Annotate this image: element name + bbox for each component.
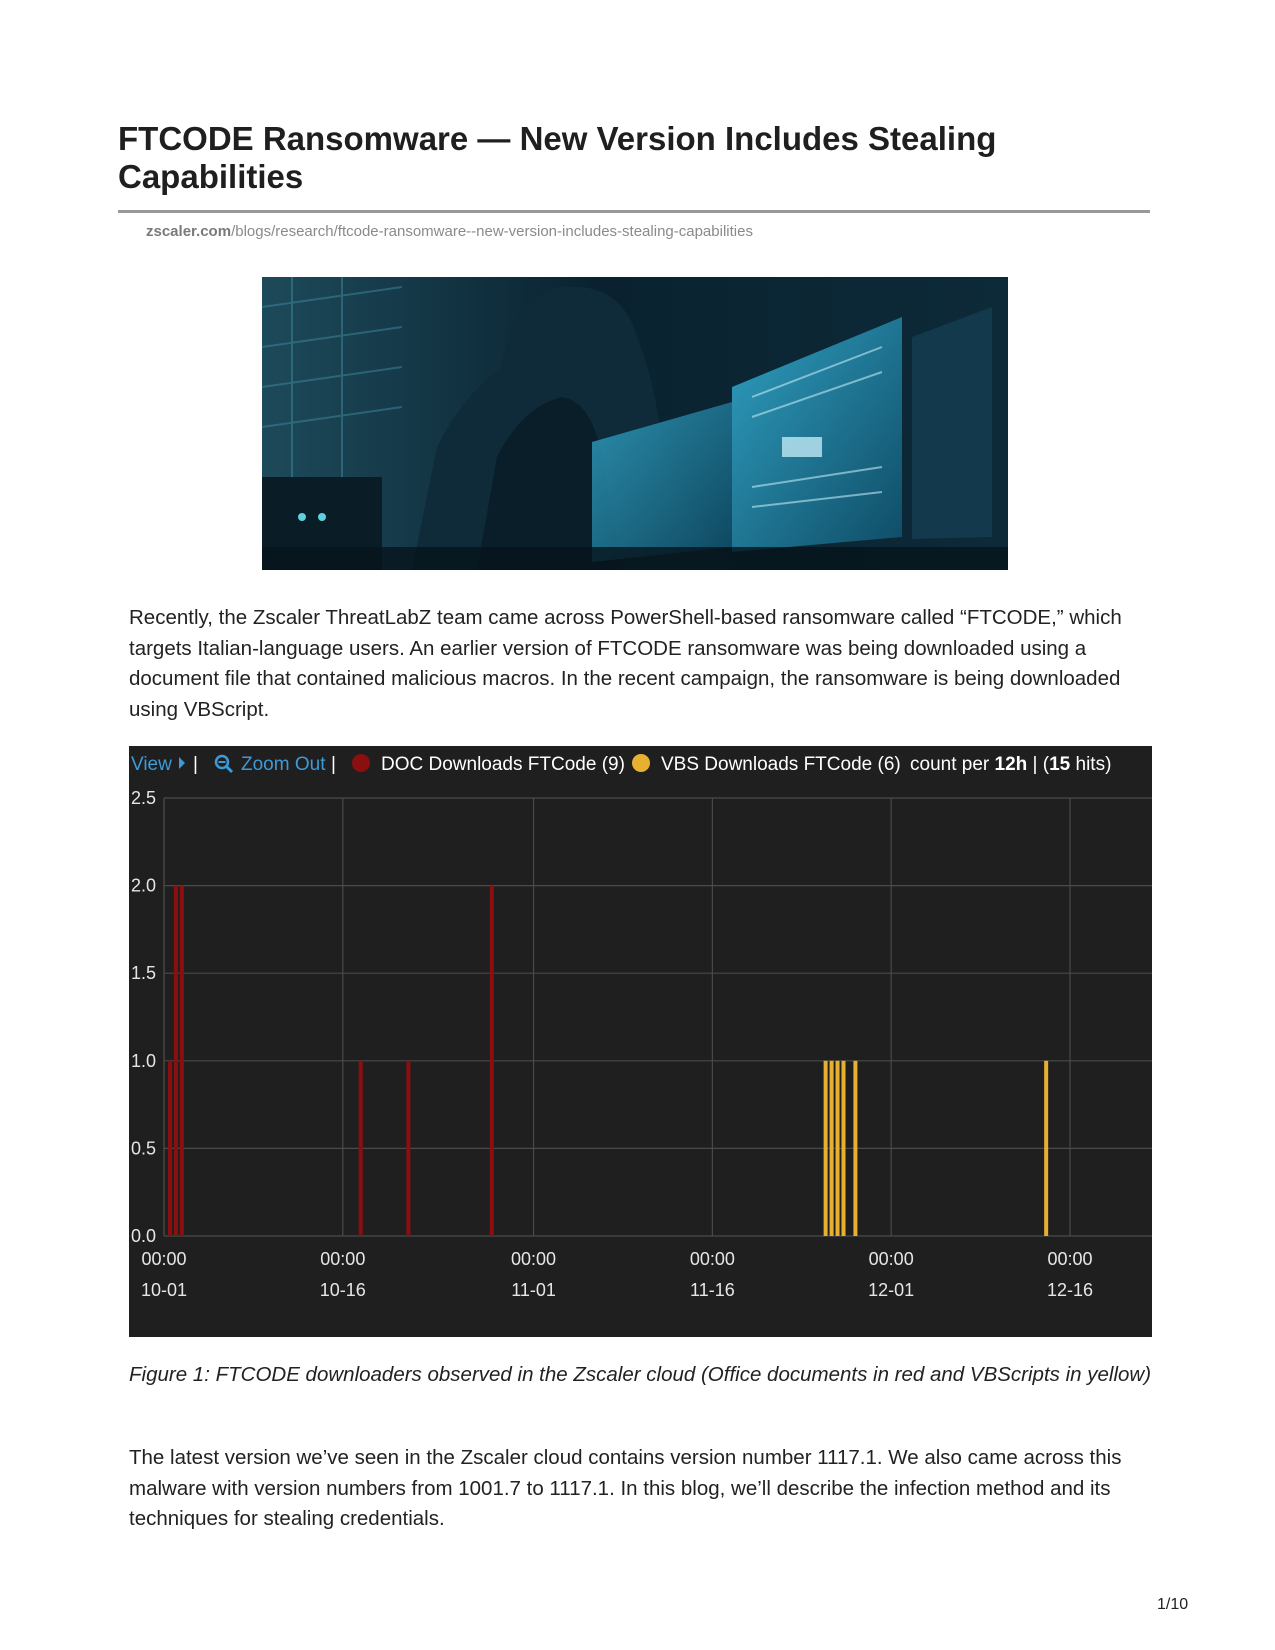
vbs-bar[interactable]: [836, 1061, 840, 1236]
x-tick-time: 00:00: [320, 1249, 366, 1269]
vbs-bar[interactable]: [853, 1061, 857, 1236]
vbs-bar[interactable]: [830, 1061, 834, 1236]
x-tick-date: 11-16: [690, 1280, 735, 1300]
toolbar-separator: |: [193, 754, 198, 775]
x-tick-date: 12-16: [1046, 1280, 1094, 1300]
version-paragraph: The latest version we’ve seen in the Zscaler cloud contains version number 1117.1. We also came across this malware with version numbers from 1001.7 to 1117.1. In this blog, we’ll describe the infection method and its techniques for stealing credentials.: [129, 1446, 1122, 1530]
doc-bar[interactable]: [490, 886, 494, 1236]
hero-image: [262, 277, 1008, 570]
hacker-illustration: [262, 277, 1008, 570]
count-hits: 15: [1049, 754, 1071, 775]
x-tick-time: 00:00: [1047, 1249, 1093, 1269]
x-tick-time: 00:00: [511, 1249, 557, 1269]
chart-toolbar: [131, 754, 1111, 775]
toolbar-separator-2: |: [331, 754, 336, 775]
vbs-bar[interactable]: [824, 1061, 828, 1236]
chart-tick-labels: [131, 788, 1093, 1300]
downloads-chart-svg: [129, 746, 1152, 1337]
y-tick-label: 2.0: [131, 875, 157, 896]
caret-right-icon[interactable]: [179, 757, 185, 769]
y-tick-label: 0.0: [131, 1226, 157, 1246]
count-interval: 12h: [994, 754, 1028, 775]
x-tick-time: 00:00: [689, 1249, 735, 1269]
vbs-bar[interactable]: [842, 1061, 846, 1236]
count-suffix: hits): [1070, 754, 1112, 775]
y-tick-label: 1.5: [131, 963, 157, 984]
yellow-dot-icon[interactable]: [632, 754, 650, 772]
x-tick-date: 10-01: [140, 1280, 188, 1300]
count-prefix: count per: [910, 754, 995, 775]
intro-paragraph: Recently, the Zscaler ThreatLabZ team came across PowerShell-based ransomware called “FTCODE,” which targets Italian-language users. An earlier version of FTCODE ransomware was being downloaded using a document file that contained malicious macros. In the recent campaign, the ransomware is being downloaded using VBScript.: [129, 606, 1122, 721]
title-divider: [118, 210, 1150, 213]
legend-vbs[interactable]: VBS Downloads FTCode (6): [661, 754, 901, 775]
y-tick-label: 1.0: [131, 1050, 157, 1071]
hit-count: [910, 754, 1111, 775]
figure-caption: Figure 1: FTCODE downloaders observed in the Zscaler cloud (Office documents in red and VBScripts in yellow): [129, 1363, 1152, 1386]
legend-doc[interactable]: DOC Downloads FTCode (9): [381, 754, 625, 775]
x-tick-time: 00:00: [868, 1249, 914, 1269]
y-tick-label: 0.5: [131, 1138, 157, 1159]
doc-bar[interactable]: [168, 1061, 172, 1236]
red-dot-icon[interactable]: [352, 754, 370, 772]
x-tick-date: 11-01: [511, 1280, 556, 1300]
doc-bar[interactable]: [180, 886, 184, 1236]
vbs-bar[interactable]: [1044, 1061, 1048, 1236]
doc-bar[interactable]: [359, 1061, 363, 1236]
source-url[interactable]: [146, 223, 753, 240]
doc-bar[interactable]: [406, 1061, 410, 1236]
view-menu[interactable]: View: [131, 754, 172, 775]
y-tick-label: 2.5: [131, 788, 157, 808]
chart-grid: [164, 798, 1152, 1236]
url-host: zscaler.com: [146, 223, 232, 240]
x-tick-time: 00:00: [141, 1249, 187, 1269]
downloads-chart: [129, 746, 1152, 1337]
magnifier-minus-icon[interactable]: [216, 756, 232, 772]
url-path: /blogs/research/ftcode-ransomware--new-version-includes-stealing-capabilities: [231, 223, 753, 240]
x-tick-date: 10-16: [319, 1280, 366, 1300]
zoom-out-button[interactable]: Zoom Out: [241, 754, 326, 775]
article-title: FTCODE Ransomware — New Version Includes Stealing Capabilities: [118, 120, 997, 195]
x-tick-date: 12-01: [868, 1280, 915, 1300]
page-number: 1/10: [1157, 1596, 1189, 1613]
doc-bar[interactable]: [174, 886, 178, 1236]
count-mid: | (: [1027, 754, 1050, 775]
